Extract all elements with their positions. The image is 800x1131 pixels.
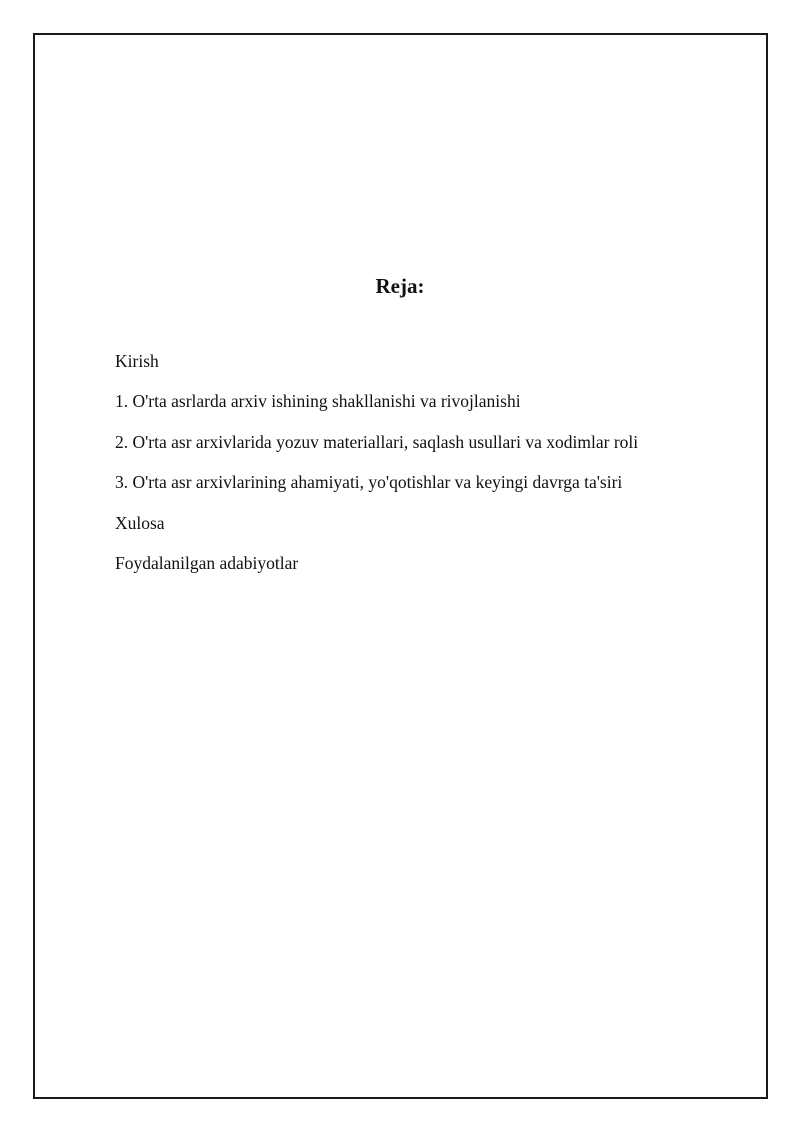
page-title: Reja: (375, 274, 425, 298)
toc-item-intro: Kirish (115, 351, 159, 371)
toc-item-conclusion: Xulosa (115, 512, 165, 533)
toc-item-chapter-2: 2. O'rta asr arxivlarida yozuv materiallari, saqlash usullari va xodimlar roli (115, 431, 639, 452)
toc-item-chapter-3: 3. O'rta asr arxivlarining ahamiyati, yo'qotishlar va keyingi davrga ta'siri (115, 472, 623, 493)
toc-item-references: Foydalanilgan adabiyotlar (115, 552, 299, 573)
table-of-contents (115, 351, 638, 593)
toc-item-chapter-1: 1. O'rta asrlarda arxiv ishining shakllanishi va rivojlanishi (115, 391, 521, 412)
